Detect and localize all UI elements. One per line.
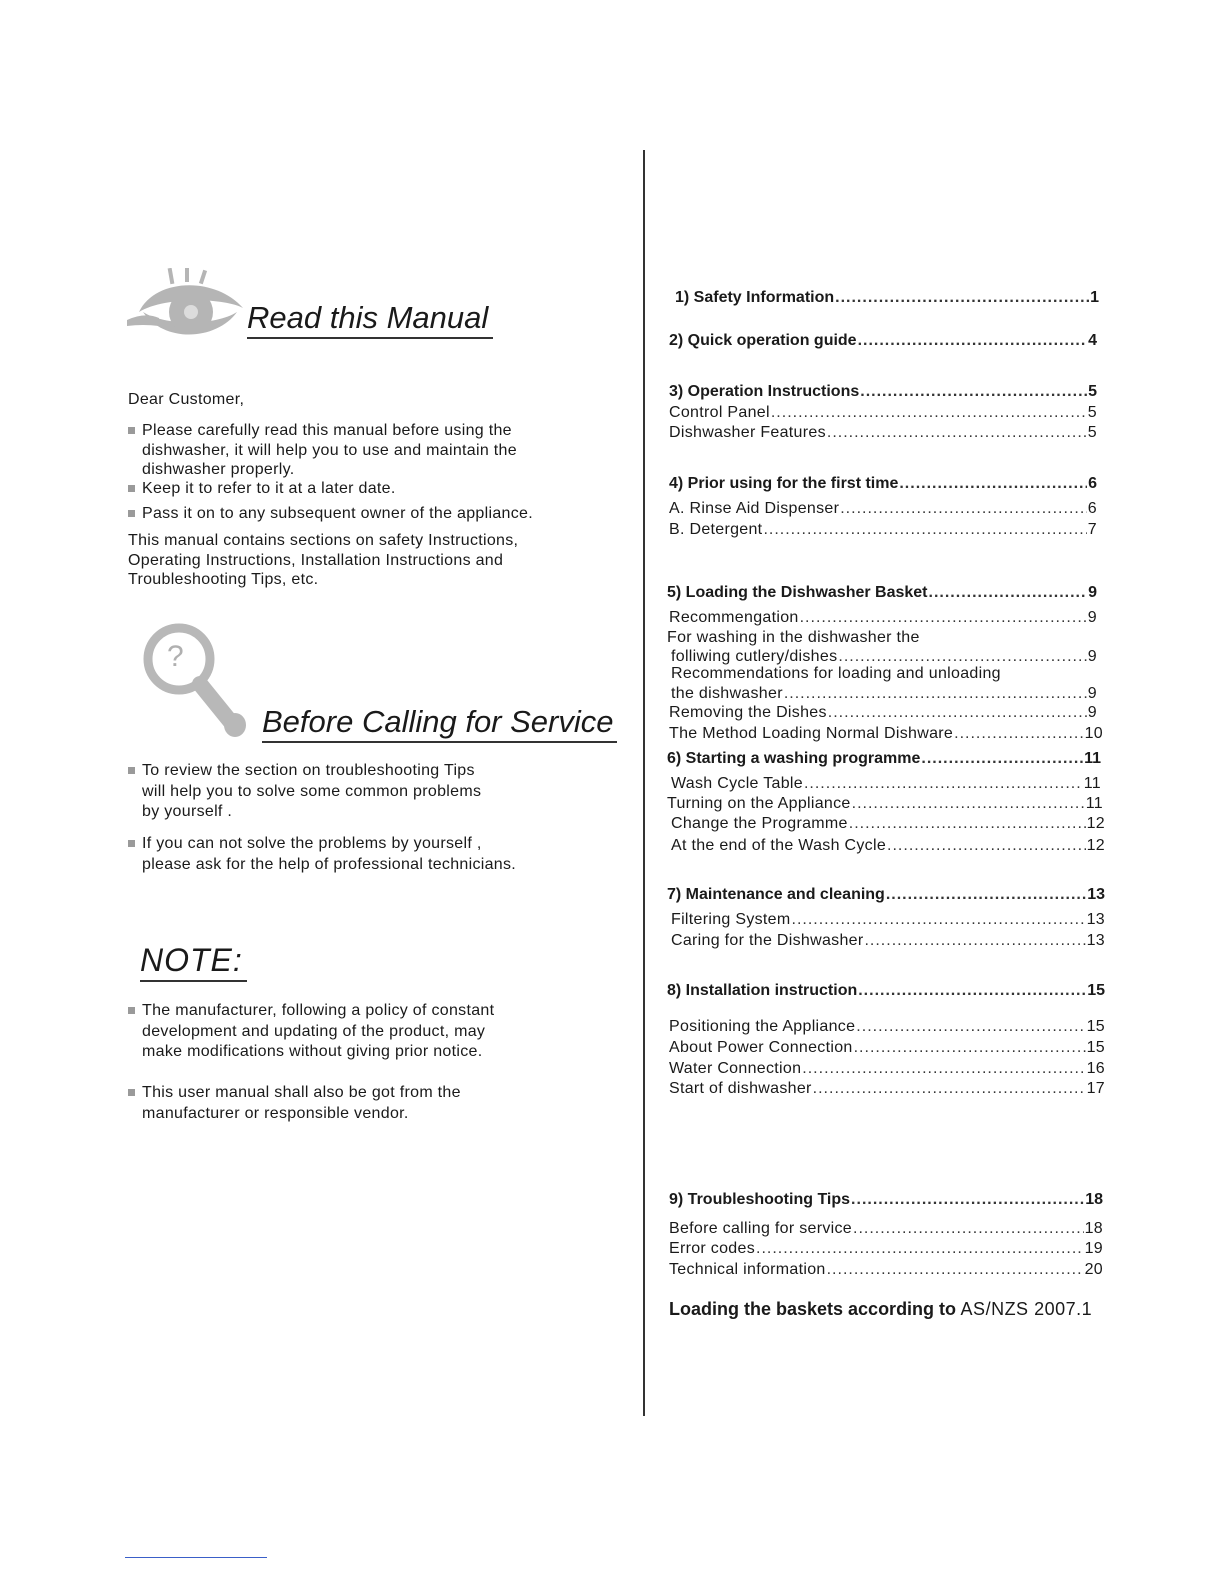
toc-item-error-codes[interactable]: Error codes ..... 19 (669, 1240, 1103, 1258)
toc-item-water-connection[interactable]: Water Connection ..... 16 (669, 1060, 1105, 1078)
toc-section-5[interactable]: 5) Loading the Dishwasher Basket ..... 9 (667, 584, 1097, 602)
toc-section-8[interactable]: 8) Installation instruction ..... 15 (667, 982, 1105, 1000)
toc-item-control-panel[interactable]: Control Panel ..... 5 (669, 404, 1097, 422)
toc-item-turning-on[interactable]: Turning on the Appliance ..... 11 (667, 795, 1103, 813)
column-divider (643, 150, 645, 1416)
toc-section-7[interactable]: 7) Maintenance and cleaning ..... 13 (667, 886, 1105, 904)
toc-item-change-programme[interactable]: Change the Programme ..... 12 (671, 815, 1105, 833)
manual-contents-paragraph: This manual contains sections on safety Instructions, Operating Instructions, Installation Instructions and Troubleshooting Tips, etc. (128, 532, 519, 588)
loading-baskets-bold: Loading the baskets according to (669, 1299, 957, 1319)
service-bullet-2: If you can not solve the problems by yourself , please ask for the help of professional technicians. (128, 834, 516, 875)
toc-item-washing-line1: For washing in the dishwasher the (667, 629, 920, 646)
question-mark-glyph: ? (167, 640, 184, 673)
toc-item-method-loading[interactable]: The Method Loading Normal Dishware ..... 10 (669, 725, 1103, 743)
toc-section-6[interactable]: 6) Starting a washing programme ..... 11 (667, 750, 1101, 768)
loading-baskets-note (669, 1299, 1092, 1320)
toc-item-technical-information[interactable]: Technical information ..... 20 (669, 1261, 1103, 1279)
toc-item-removing-dishes[interactable]: Removing the Dishes ..... 9 (669, 704, 1097, 722)
toc-section-2[interactable]: 2) Quick operation guide ..... 4 (669, 332, 1097, 350)
toc-item-cutlery-dishes[interactable]: folliwing cutlery/dishes ..... 9 (671, 648, 1097, 666)
toc-section-3[interactable]: 3) Operation Instructions ..... 5 (669, 383, 1097, 401)
toc-section-9[interactable]: 9) Troubleshooting Tips ..... 18 (669, 1191, 1103, 1209)
toc-item-recommengation[interactable]: Recommengation ..... 9 (669, 609, 1097, 627)
toc-item-before-calling[interactable]: Before calling for service ..... 18 (669, 1220, 1103, 1238)
toc-item-recommendations-line1: Recommendations for loading and unloading (671, 665, 1001, 682)
toc-item-end-wash-cycle[interactable]: At the end of the Wash Cycle ..... 12 (671, 837, 1105, 855)
toc-item-wash-cycle-table[interactable]: Wash Cycle Table ..... 11 (671, 775, 1101, 793)
toc-item-detergent[interactable]: B. Detergent ..... 7 (669, 521, 1097, 539)
note-bullet-2: This user manual shall also be got from the manufacturer or responsible vendor. (128, 1083, 461, 1124)
toc-item-start-dishwasher[interactable]: Start of dishwasher ..... 17 (669, 1080, 1105, 1098)
toc-item-rinse-aid[interactable]: A. Rinse Aid Dispenser ..... 6 (669, 500, 1097, 518)
magnifier-question-icon (142, 622, 250, 738)
toc-item-power-connection[interactable]: About Power Connection ..... 15 (669, 1039, 1105, 1057)
greeting: Dear Customer, (128, 391, 245, 408)
read-manual-heading: Read this Manual (247, 300, 493, 339)
read-bullet-3: Pass it on to any subsequent owner of the appliance. (128, 504, 533, 524)
toc-section-1[interactable]: 1) Safety Information ..... 1 (675, 289, 1099, 307)
read-bullet-2: Keep it to refer to it at a later date. (128, 479, 396, 499)
service-bullet-1: To review the section on troubleshooting Tips will help you to solve some common problems by yourself . (128, 761, 481, 823)
toc-item-filtering-system[interactable]: Filtering System ..... 13 (671, 911, 1105, 929)
toc-item-loading-unloading[interactable]: the dishwasher ..... 9 (671, 685, 1097, 703)
note-bullet-1: The manufacturer, following a policy of constant development and updating of the product, may make modifications without giving prior notice. (128, 1001, 494, 1063)
footer-rule (125, 1557, 267, 1558)
eye-icon (125, 268, 245, 340)
toc-item-caring[interactable]: Caring for the Dishwasher ..... 13 (671, 932, 1105, 950)
note-heading: NOTE: (140, 942, 247, 982)
loading-baskets-standard: AS/NZS 2007.1 (956, 1299, 1093, 1319)
before-service-heading: Before Calling for Service (262, 704, 617, 743)
read-bullet-1: Please carefully read this manual before using the dishwasher, it will help you to use and maintain the dishwasher properly. (128, 421, 517, 480)
toc-section-4[interactable]: 4) Prior using for the first time ..... 6 (669, 475, 1097, 493)
toc-item-positioning[interactable]: Positioning the Appliance ..... 15 (669, 1018, 1105, 1036)
toc-item-dishwasher-features[interactable]: Dishwasher Features ..... 5 (669, 424, 1097, 442)
